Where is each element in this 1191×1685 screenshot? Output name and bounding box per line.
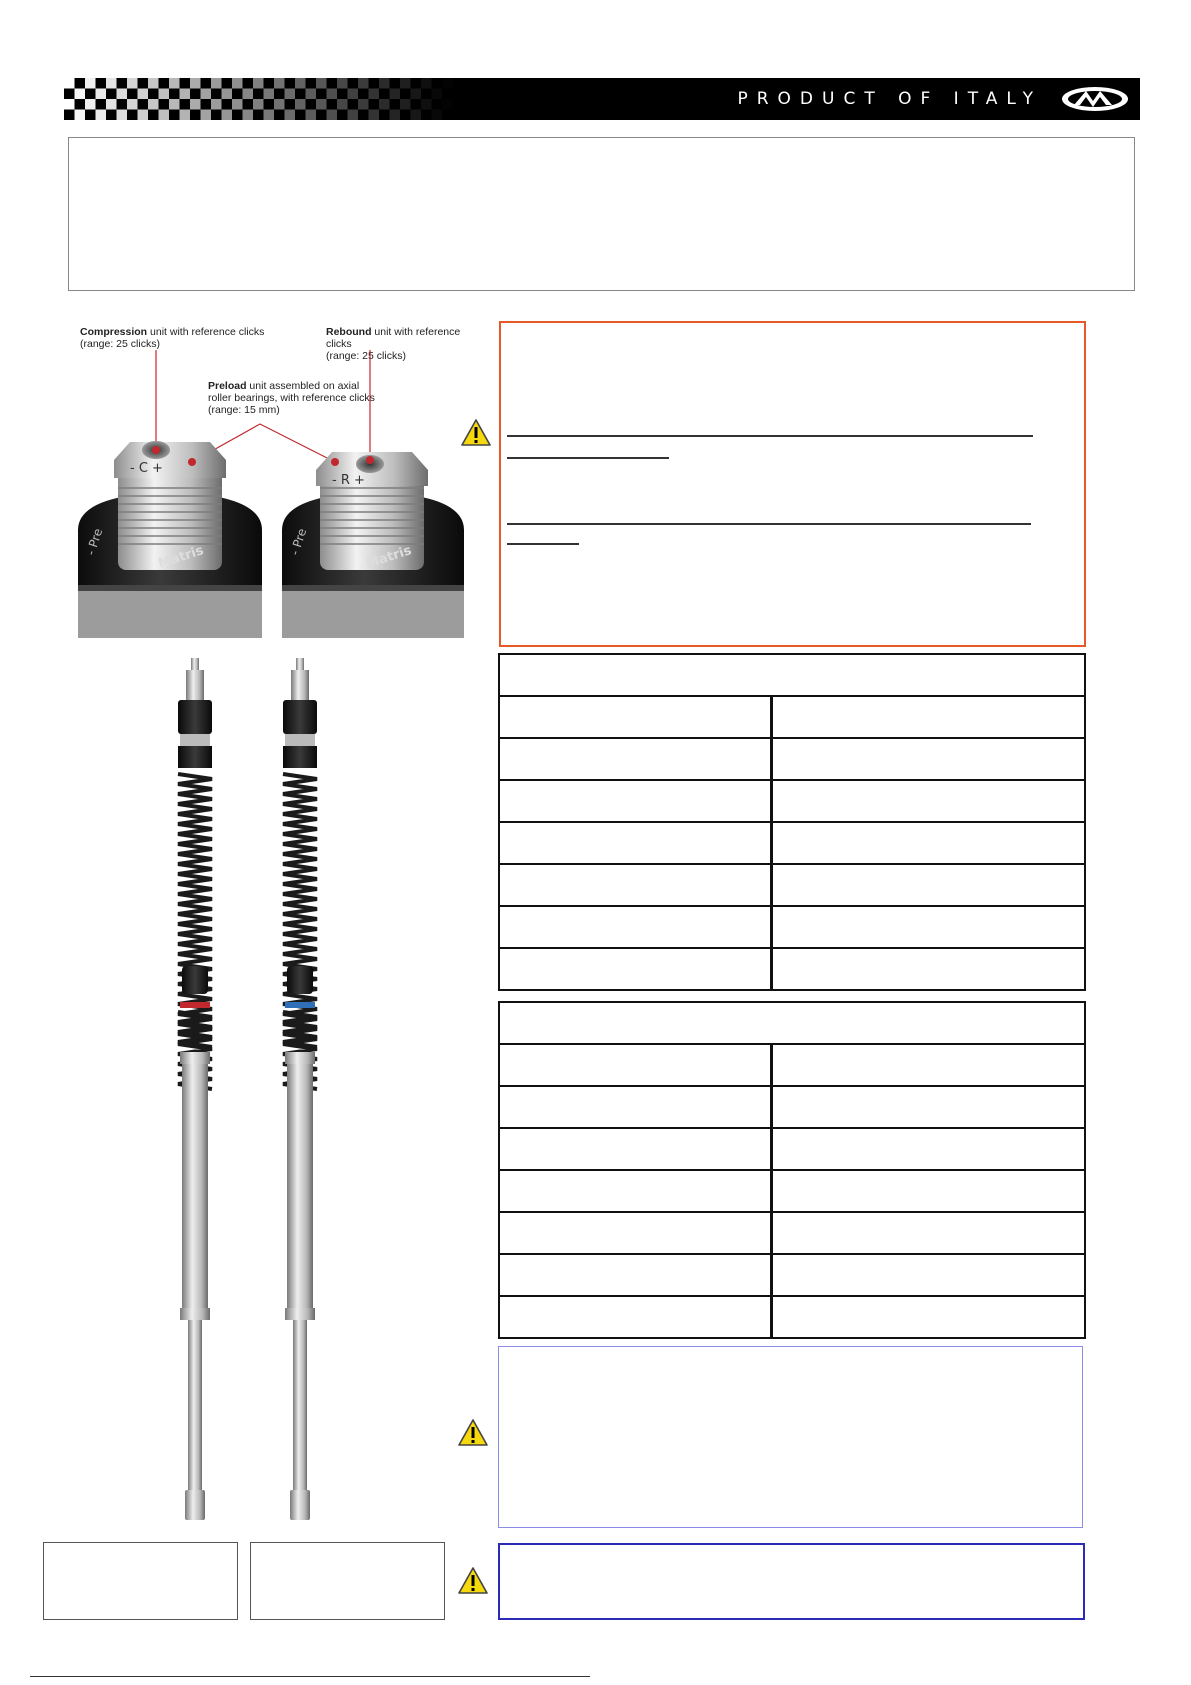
- table-row: [500, 1255, 1084, 1297]
- underline-1: [507, 435, 1033, 437]
- checker-square: [411, 110, 422, 121]
- checker-square: [85, 99, 96, 110]
- spec-table-1-header: [500, 655, 1084, 697]
- checker-square: [348, 89, 359, 100]
- cartridge-right: [283, 658, 317, 1520]
- checker-square: [295, 78, 306, 89]
- cartridge-top-photo: [70, 320, 465, 638]
- underline-2: [507, 457, 669, 459]
- checker-square: [243, 110, 254, 121]
- checker-square: [169, 78, 180, 89]
- checker-square: [400, 78, 411, 89]
- table-row: [500, 1213, 1084, 1255]
- checker-square: [232, 99, 243, 110]
- checker-square: [138, 110, 149, 121]
- spec-table-2-header: [500, 1003, 1084, 1045]
- cartridge-left: [178, 658, 212, 1520]
- table-row: [500, 1087, 1084, 1129]
- spec-table-2: [498, 1001, 1086, 1339]
- checker-square: [400, 99, 411, 110]
- checker-square: [327, 89, 338, 100]
- checker-square: [379, 78, 390, 89]
- warning-triangle-icon: [457, 1418, 489, 1448]
- table-row: [500, 949, 1084, 989]
- checker-square: [390, 110, 401, 121]
- checker-square: [75, 89, 86, 100]
- checker-square: [421, 78, 432, 89]
- header-band: [64, 78, 1140, 120]
- checker-square: [369, 89, 380, 100]
- compression-caption: Compression unit with reference clicks (range: 25 clicks): [80, 326, 265, 350]
- checker-square: [442, 78, 453, 89]
- checker-square: [253, 78, 264, 89]
- checker-square: [453, 89, 464, 100]
- caption-box-right: [250, 1542, 445, 1620]
- checker-square: [348, 110, 359, 121]
- table-row: [500, 1171, 1084, 1213]
- compression-marking: - C +: [130, 461, 163, 476]
- intro-text-box: [68, 137, 1135, 291]
- table-row: [500, 697, 1084, 739]
- caption-box-left: [43, 1542, 238, 1620]
- checker-square: [169, 99, 180, 110]
- checker-square: [295, 99, 306, 110]
- checker-square: [274, 78, 285, 89]
- warning-triangle-icon: [460, 418, 492, 448]
- checker-square: [379, 99, 390, 110]
- checker-square: [190, 78, 201, 89]
- checker-square: [390, 89, 401, 100]
- compression-unit: [78, 441, 262, 638]
- checker-square: [306, 110, 317, 121]
- checker-square: [106, 78, 117, 89]
- checker-square: [421, 99, 432, 110]
- checker-square: [148, 78, 159, 89]
- cartridge-top-illustration: [70, 320, 465, 638]
- checker-square: [64, 99, 75, 110]
- checker-square: [75, 110, 86, 121]
- checker-square: [411, 89, 422, 100]
- checker-square: [211, 78, 222, 89]
- checker-square: [285, 89, 296, 100]
- checker-square: [337, 78, 348, 89]
- table-row: [500, 739, 1084, 781]
- warning-triangle-icon: [457, 1566, 489, 1596]
- checker-square: [117, 89, 128, 100]
- table-row: [500, 823, 1084, 865]
- checker-square: [358, 99, 369, 110]
- checker-square: [285, 110, 296, 121]
- checker-square: [117, 110, 128, 121]
- preload-marking-left: - Pre: [83, 526, 106, 557]
- checker-square: [201, 110, 212, 121]
- table-row: [500, 907, 1084, 949]
- warning-box-orange: [499, 321, 1086, 647]
- checker-square: [316, 78, 327, 89]
- checker-square: [253, 99, 264, 110]
- preload-marking-right: - Pre: [287, 526, 310, 557]
- checker-square: [148, 99, 159, 110]
- bottom-note-box: [498, 1543, 1085, 1620]
- table-row: [500, 865, 1084, 907]
- checker-square: [232, 78, 243, 89]
- checker-square: [453, 110, 464, 121]
- checker-square: [138, 89, 149, 100]
- table-row: [500, 781, 1084, 823]
- checker-square: [96, 89, 107, 100]
- rebound-caption: Rebound unit with reference clicks (range: 25 clicks): [326, 326, 461, 362]
- checker-square: [358, 78, 369, 89]
- checker-square: [127, 78, 138, 89]
- underline-3: [507, 523, 1031, 525]
- product-of-italy-text: PRODUCT OF ITALY: [737, 89, 1042, 109]
- spec-table-1: [498, 653, 1086, 991]
- footer-rule: [30, 1676, 590, 1677]
- checker-square: [432, 110, 443, 121]
- checker-square: [442, 99, 453, 110]
- checker-square: [327, 110, 338, 121]
- preload-caption: Preload unit assembled on axial roller bearings, with reference clicks (range: 15 mm): [208, 380, 375, 416]
- matris-logo-icon: [1060, 85, 1130, 113]
- checker-square: [106, 99, 117, 110]
- rebound-marking: - R +: [332, 473, 365, 488]
- checker-square: [127, 99, 138, 110]
- checker-square: [96, 110, 107, 121]
- checker-square: [211, 99, 222, 110]
- brand-marking-right: Matris: [364, 543, 414, 572]
- checker-square: [306, 89, 317, 100]
- table-row: [500, 1045, 1084, 1087]
- checker-square: [432, 89, 443, 100]
- checker-square: [369, 110, 380, 121]
- table-row: [500, 1129, 1084, 1171]
- rebound-unit: [282, 452, 464, 638]
- checkered-flag-pattern: [64, 78, 464, 120]
- checker-square: [274, 99, 285, 110]
- checker-square: [180, 110, 191, 121]
- table-row: [500, 1297, 1084, 1337]
- fork-cartridges-illustration: [160, 650, 340, 1538]
- checker-square: [64, 78, 75, 89]
- checker-square: [264, 110, 275, 121]
- checker-square: [222, 89, 233, 100]
- checker-square: [159, 110, 170, 121]
- checker-square: [316, 99, 327, 110]
- underline-4: [507, 543, 579, 545]
- checker-square: [159, 89, 170, 100]
- brand-marking-left: Matris: [156, 543, 206, 572]
- checker-square: [85, 78, 96, 89]
- checker-square: [180, 89, 191, 100]
- checker-square: [264, 89, 275, 100]
- checker-square: [222, 110, 233, 121]
- checker-square: [190, 99, 201, 110]
- note-box-blue: [498, 1346, 1083, 1528]
- checker-square: [243, 89, 254, 100]
- checker-square: [337, 99, 348, 110]
- checker-square: [201, 89, 212, 100]
